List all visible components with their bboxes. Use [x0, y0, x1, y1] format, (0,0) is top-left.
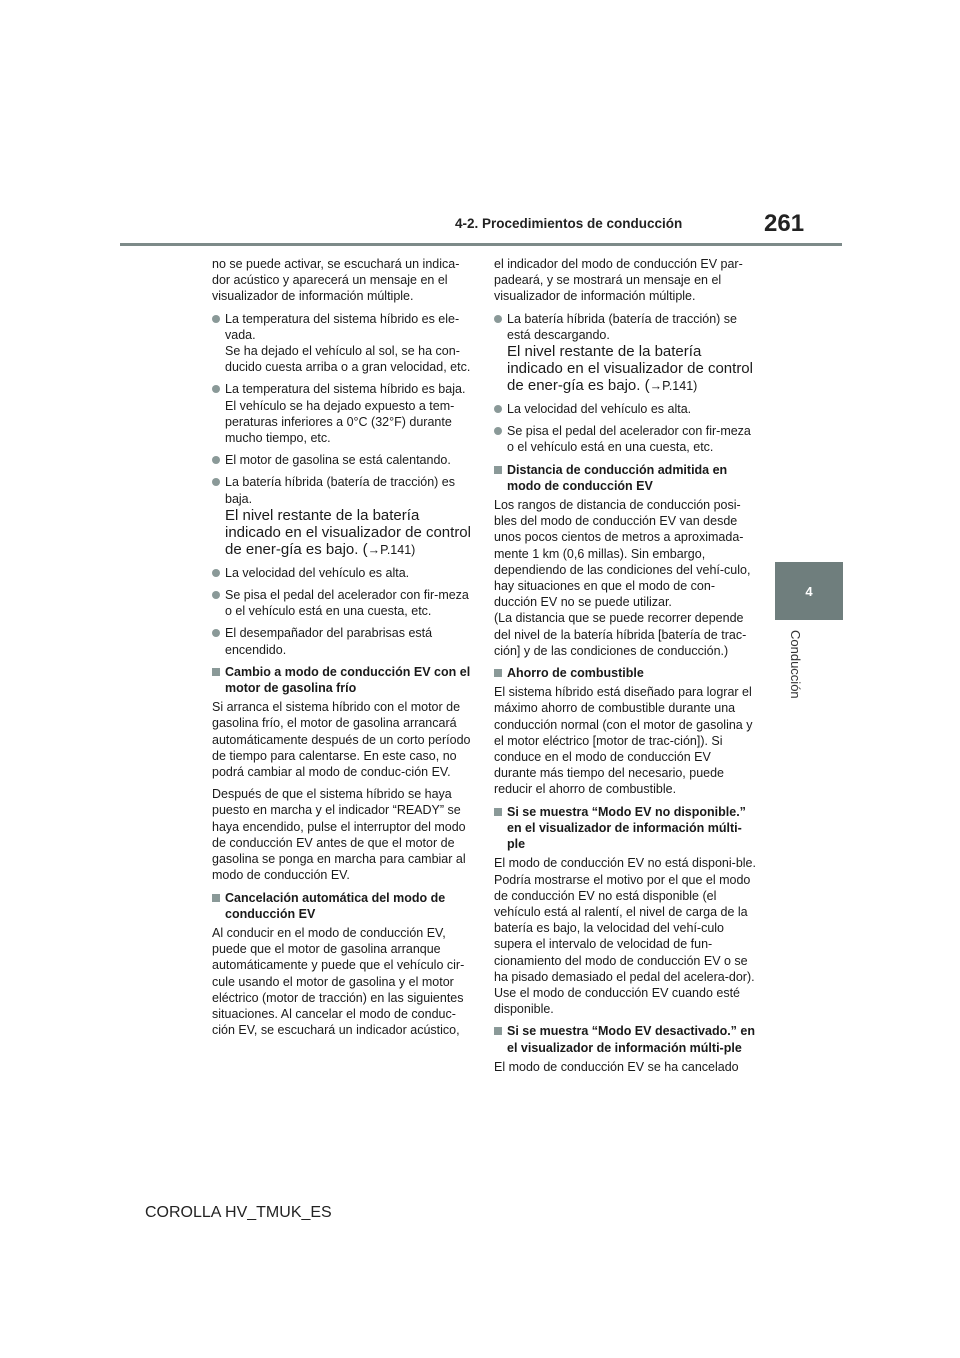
subsection-heading-text: Cambio a modo de conducción EV con el motor de gasolina frío	[225, 664, 471, 696]
list-item-text: El desempañador del parabrisas está encendido.	[225, 626, 433, 657]
bullet-icon	[212, 629, 220, 637]
paragraph: Los rangos de distancia de conducción posi-bles del modo de conducción EV van desde unos pocos cientos de metros a aproximada-mente 1 km (0,6 millas). Sin embargo, dependiendo de las condiciones del vehí-culo, hay situaciones en que el modo de con-ducción EV no se puede utilizar.	[494, 498, 751, 610]
paragraph: Después de que el sistema híbrido se haya puesto en marcha y el indicador “READY” se haya encendido, pulse el interruptor del modo de conducción EV antes de que el motor de gasolina se ponga en marcha para cambiar al modo de conducción EV.	[212, 787, 466, 883]
bullet-icon	[494, 315, 502, 323]
subsection-heading-text: Si se muestra “Modo EV desactivado.” en el visualizador de información múlti-ple	[507, 1024, 755, 1055]
bullet-icon	[212, 591, 220, 599]
chapter-tab	[775, 562, 843, 620]
list-item-text: El motor de gasolina se está calentando.	[225, 453, 451, 468]
chapter-tab-number: 4	[805, 583, 813, 599]
list-item-detail: Se ha dejado el vehículo al sol, se ha con-ducido cuesta arriba o a gran velocidad, etc.	[225, 344, 471, 375]
subsection-heading-text: Distancia de conducción admitida en modo de conducción EV	[507, 462, 728, 493]
page-reference-link[interactable]: →P.141)	[367, 542, 416, 557]
paragraph: Si arranca el sistema híbrido con el motor de gasolina frío, el motor de gasolina arrancará automáticamente después de un corto período de tiempo para calentarse. En este caso, no podrá cambiar al modo de conduc-ción EV.	[212, 700, 471, 780]
footer-model-code: COROLLA HV_TMUK_ES	[145, 1204, 332, 1221]
list-item	[212, 474, 474, 558]
list-item	[212, 625, 474, 657]
list-item	[212, 381, 474, 446]
paragraph: El sistema híbrido está diseñado para lograr el máximo ahorro de combustible durante una conducción normal (con el motor de gasolina y el motor eléctrico [motor de trac-ción]). Si conduce en el modo de conducción EV durante más tiempo del necesario, puede reducir el ahorro de combustible.	[494, 685, 753, 797]
bullet-icon	[212, 569, 220, 577]
paragraph: El modo de conducción EV se ha cancelado	[494, 1059, 739, 1074]
subsection-heading-text: Si se muestra “Modo EV no disponible.” en el visualizador de información múlti-ple	[507, 804, 746, 852]
subsection-heading-text: Cancelación automática del modo de conducción EV	[225, 890, 446, 921]
list-item-text: La temperatura del sistema híbrido es ele-vada.	[225, 311, 460, 342]
list-item-detail: El nivel restante de la batería indicado en el visualizador de control de ener-gía es bajo. (	[507, 343, 753, 395]
paragraph: El modo de conducción EV no está disponi-ble. Podría mostrarse el motivo por el que el modo de conducción EV no está disponible (el vehículo está al ralentí, el nivel de carga de la batería es bajo, la velocidad del vehí-culo supera el intervalo de velocidad de fun-cionamiento del modo de conducción EV o se ha pisado demasiado el pedal del acelera-dor). Use el modo de conducción EV cuando esté disponible.	[494, 856, 756, 1017]
left-column	[212, 256, 474, 1044]
list-item-detail: El vehículo se ha dejado expuesto a tem-peraturas inferiores a 0°C (32°F) durante mucho tiempo, etc.	[225, 398, 455, 446]
list-item	[212, 311, 474, 376]
bullet-icon	[494, 427, 502, 435]
list-item	[494, 401, 756, 417]
list-item-text: Se pisa el pedal del acelerador con fir-meza o el vehículo está en una cuesta, etc.	[225, 588, 469, 619]
list-item	[212, 565, 474, 581]
paragraph: el indicador del modo de conducción EV par-padeará, y se mostrará un mensaje en el visualizador de información múltiple.	[494, 257, 743, 304]
list-item-text: La batería híbrida (batería de tracción) es baja.	[225, 475, 455, 506]
chapter-label: Conducción	[788, 630, 803, 699]
paragraph: Al conducir en el modo de conducción EV, puede que el motor de gasolina arranque automáticamente y puede que el vehículo cir-cule usando el motor de gasolina y el motor eléctrico (motor de tracción) en las siguientes situaciones. Al cancelar el modo de conduc-ción EV, se escuchará un indicador acústico,	[212, 925, 465, 1038]
list-item	[212, 452, 474, 468]
square-bullet-icon	[494, 1027, 502, 1035]
bullet-icon	[212, 478, 220, 486]
header-divider	[120, 243, 842, 246]
list-item-text: La batería híbrida (batería de tracción) se está descargando.	[507, 311, 737, 342]
list-item-text: Se pisa el pedal del acelerador con fir-meza o el vehículo está en una cuesta, etc.	[507, 424, 751, 455]
list-item-text: La velocidad del vehículo es alta.	[225, 565, 410, 580]
list-item-text: La temperatura del sistema híbrido es baja.	[225, 382, 466, 397]
page-reference-link[interactable]: →P.141)	[649, 379, 698, 394]
paragraph: (La distancia que se puede recorrer depende del nivel de la batería híbrida [batería de trac-ción] y de las condiciones de conducción.)	[494, 611, 747, 658]
square-bullet-icon	[494, 466, 502, 474]
square-bullet-icon	[494, 808, 502, 816]
square-bullet-icon	[212, 894, 220, 902]
paragraph: no se puede activar, se escuchará un indica-dor acústico y aparecerá un mensaje en el visualizador de información múltiple.	[212, 257, 460, 304]
list-item	[494, 311, 756, 395]
subsection-heading-text: Ahorro de combustible	[507, 666, 644, 681]
list-item-detail: El nivel restante de la batería indicado en el visualizador de control de ener-gía es bajo. (	[225, 506, 471, 558]
list-item-text: La velocidad del vehículo es alta.	[507, 402, 692, 417]
subsection-heading	[212, 890, 474, 922]
square-bullet-icon	[212, 668, 220, 676]
page-number: 261	[764, 210, 805, 237]
list-item	[212, 587, 474, 619]
bullet-icon	[212, 315, 220, 323]
subsection-heading	[212, 664, 474, 696]
right-column	[494, 256, 756, 1081]
section-title: 4-2. Procedimientos de conducción	[455, 216, 683, 231]
square-bullet-icon	[494, 669, 502, 677]
bullet-icon	[212, 456, 220, 464]
subsection-heading	[494, 1023, 756, 1055]
list-item	[494, 423, 756, 455]
subsection-heading	[494, 804, 756, 853]
bullet-icon	[212, 385, 220, 393]
subsection-heading	[494, 462, 756, 494]
subsection-heading	[494, 665, 756, 681]
bullet-icon	[494, 405, 502, 413]
